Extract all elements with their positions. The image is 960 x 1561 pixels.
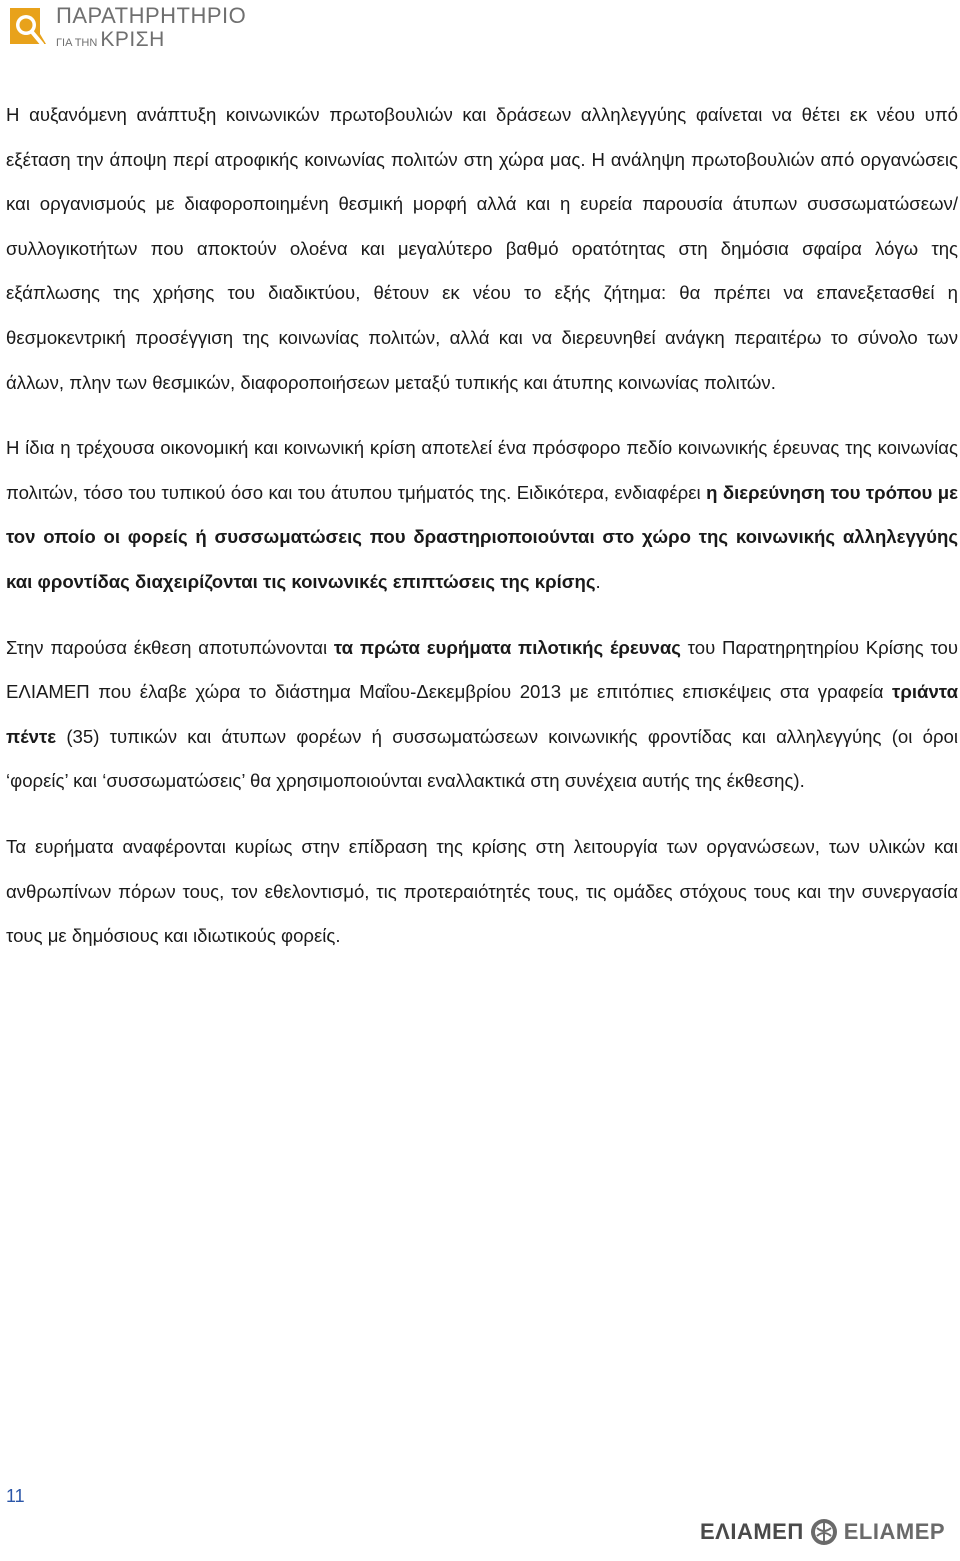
paragraph-3-text-1: Στην παρούσα έκθεση αποτυπώνονται <box>6 636 334 658</box>
logo-title: ΠΑΡΑΤΗΡΗΤΗΡΙΟ <box>56 2 247 28</box>
eliamep-emblem-icon <box>810 1518 838 1546</box>
paragraph-2-bold: η διερεύνηση του τρόπου με τον οποίο οι φορείς ή συσσωματώσεις που δραστηριοποιούνται στο χώρο της κοινωνικής αλληλεγγύης και φροντίδας διαχειρίζονται τις κοινωνικές επιπτώσεις της κρίσης <box>6 481 959 592</box>
paragraph-2 <box>6 426 958 604</box>
eliamep-logo-greek: ΕΛΙΑΜΕΠ <box>700 1519 804 1544</box>
paragraph-3 <box>6 626 958 804</box>
paragraph-4: Τα ευρήματα αναφέρονται κυρίως στην επίδραση της κρίσης στη λειτουργία των οργανώσεων, των υλικών και ανθρωπίνων πόρων τους, τον εθελοντισμό, τις προτεραιότητές τους, τις ομάδες στόχους τους και την συνεργασία τους με δημόσιους και ιδιωτικούς φορείς. <box>6 835 958 947</box>
paragraph-2-text: Η ίδια η τρέχουσα οικονομική και κοινωνική κρίση αποτελεί ένα πρόσφορο πεδίο κοινωνικής έρευνας της κοινωνίας πολιτών, τόσο του τυπικού όσο και του άτυπου τμήματός της. Ειδικότερα, ενδιαφέρει <box>6 437 958 503</box>
document-body <box>6 93 958 959</box>
logo-subtitle-small: ΓΙΑ ΤΗΝ <box>56 36 98 49</box>
observatory-logo-mark-icon <box>6 4 50 50</box>
paragraph-2-end: . <box>595 570 601 592</box>
eliamep-logo-english: ELIAMEP <box>843 1519 946 1544</box>
paragraph-3-text-3: (35) τυπικών και άτυπων φορέων ή συσσωματώσεων κοινωνικής φροντίδας και αλληλεγγύης (οι όροι ‘φορείς’ και ‘συσσωματώσεις’ θα χρησιμοποιούνται εναλλακτικά στη συνέχεια αυτής της έκθεσης). <box>6 725 958 792</box>
paragraph-3-bold-1: τα πρώτα ευρήματα πιλοτικής έρευνας <box>333 636 681 658</box>
paragraph-3-text-2: του Παρατηρητηρίου Κρίσης του ΕΛΙΑΜΕΠ που έλαβε χώρα το διάστημα Μαΐου-Δεκεμβρίου 2013 με επιτόπιες επισκέψεις στα γραφεία <box>6 636 958 703</box>
eliamep-logo <box>700 1518 945 1546</box>
paragraph-1: Η αυξανόμενη ανάπτυξη κοινωνικών πρωτοβουλιών και δράσεων αλληλεγγύης φαίνεται να θέτει εκ νέου υπό εξέταση την άποψη περί ατροφικής κοινωνίας πολιτών στη χώρα μας. Η ανάληψη πρωτοβουλιών από οργανώσεις και οργανισμούς με διαφοροποιημένη θεσμική μορφή αλλά και η ευρεία παρουσία άτυπων συσσωματώσεων/συλλογικοτήτων που αποκτούν ολοένα και μεγαλύτερο βαθμό ορατότητας στη δημόσια σφαίρα λόγω της εξάπλωσης της χρήσης του διαδικτύου, θέτουν εκ νέου το εξής ζήτημα: θα πρέπει να επανεξετασθεί η θεσμοκεντρική προσέγγιση της κοινωνίας πολιτών, αλλά και να διερευνηθεί ανάγκη περαιτέρω το σύνολο των άλλων, πλην των θεσμικών, διαφοροποιήσεων μεταξύ τυπικής και άτυπης κοινωνίας πολιτών. <box>6 104 958 393</box>
logo-subtitle <box>56 29 246 50</box>
paragraph-3-bold-2: τριάντα πέντε <box>6 681 958 747</box>
observatory-logo <box>6 4 246 50</box>
observatory-logo-text <box>56 2 247 51</box>
page-number: 11 <box>6 1486 25 1506</box>
logo-subtitle-big: ΚΡΙΣΗ <box>100 27 165 51</box>
